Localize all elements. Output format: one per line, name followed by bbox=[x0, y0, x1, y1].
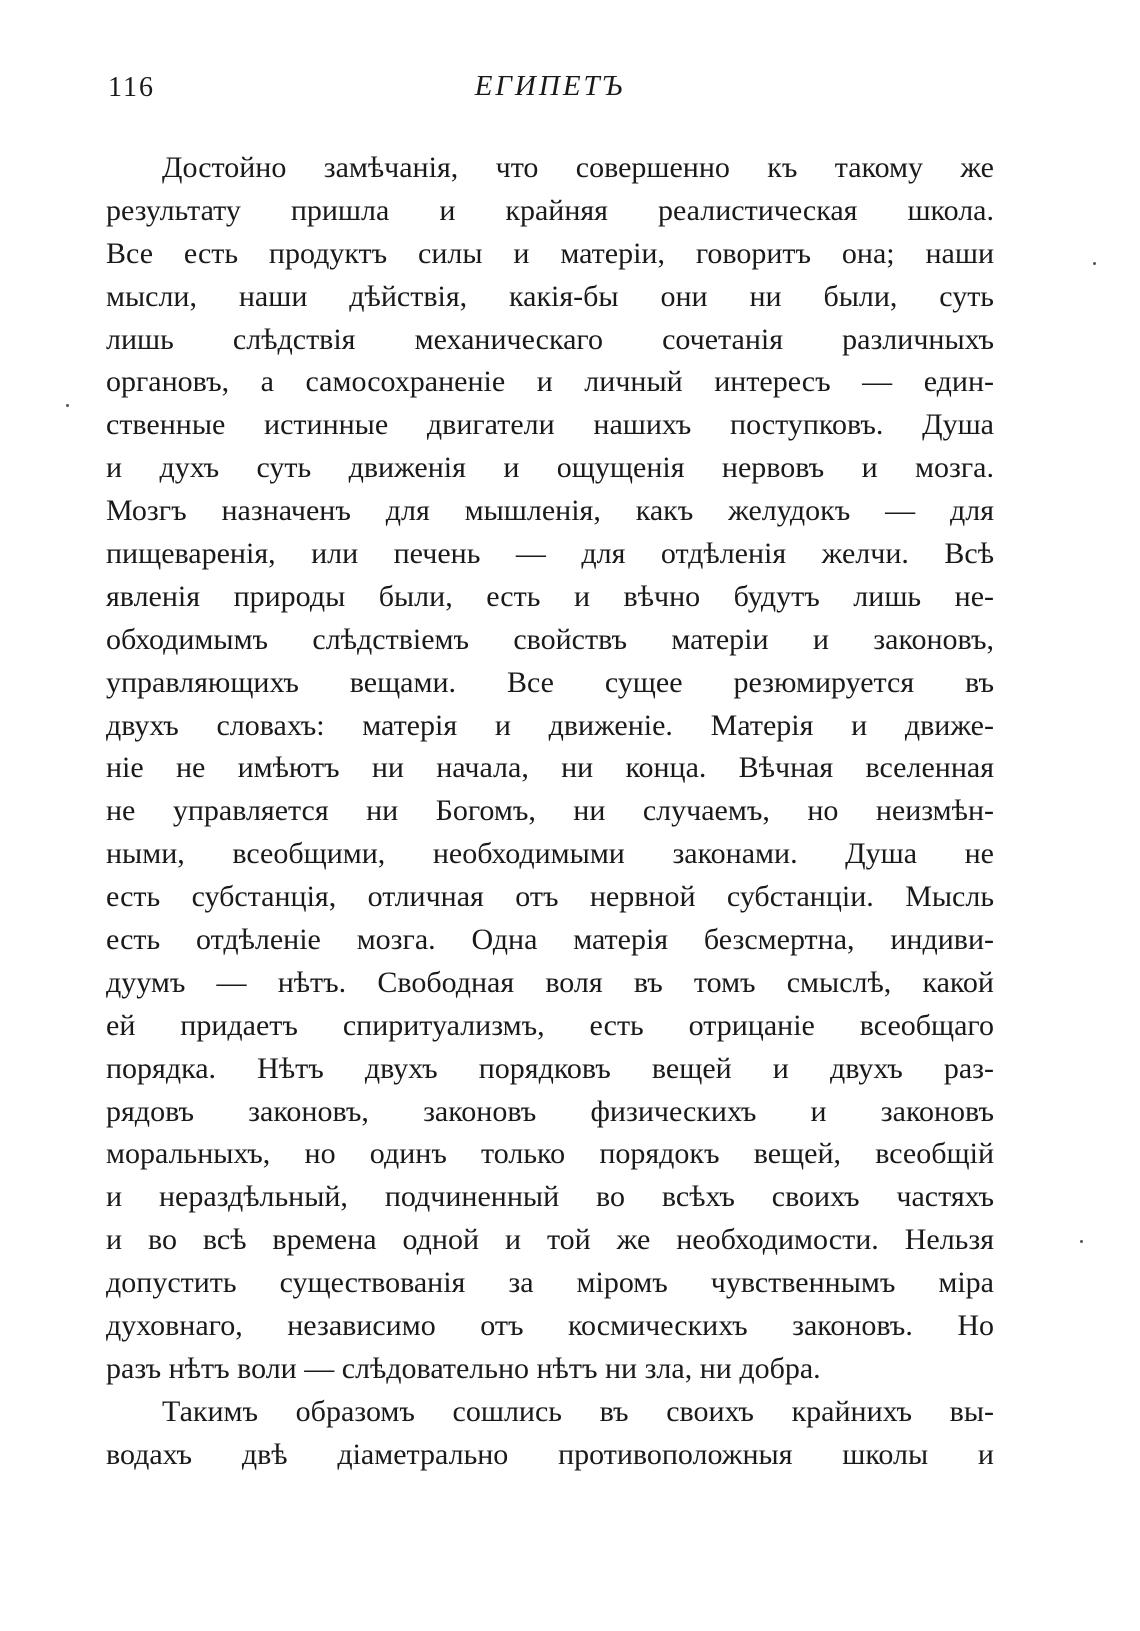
text-line: ей придаетъ спиритуализмъ, есть отрицаніе всеобщаго bbox=[106, 1008, 994, 1042]
text-line: явленія природы были, есть и вѣчно будутъ лишь не- bbox=[106, 579, 994, 613]
text-line: ными, всеобщими, необходимыми законами. Душа не bbox=[106, 837, 994, 871]
text-line: Мозгъ назначенъ для мышленія, какъ желудокъ — для bbox=[106, 494, 994, 528]
text-line: органовъ, а самосохраненіе и личный интересъ — един- bbox=[106, 365, 994, 399]
text-line: моральныхъ, но одинъ только порядокъ вещей, всеобщій bbox=[106, 1137, 994, 1171]
scan-speck bbox=[1093, 262, 1096, 265]
text-line: есть отдѣленіе мозга. Одна матерія безсмертна, индиви- bbox=[106, 923, 994, 957]
text-line: двухъ словахъ: матерія и движеніе. Матерія и движе- bbox=[106, 708, 994, 742]
scan-speck bbox=[66, 404, 69, 407]
running-title: ЕГИПЕТЪ bbox=[474, 70, 626, 102]
text-line: духовнаго, независимо отъ космическихъ законовъ. Но bbox=[106, 1309, 994, 1343]
text-line: обходимымъ слѣдствіемъ свойствъ матеріи и законовъ, bbox=[106, 622, 994, 656]
text-line: порядка. Нѣтъ двухъ порядковъ вещей и двухъ раз- bbox=[106, 1051, 994, 1085]
text-line: ніе не имѣютъ ни начала, ни конца. Вѣчная вселенная bbox=[106, 751, 994, 785]
text-line: не управляется ни Богомъ, ни случаемъ, но неизмѣн- bbox=[106, 794, 994, 828]
text-line: разъ нѣтъ воли — слѣдовательно нѣтъ ни зла, ни добра. bbox=[106, 1351, 821, 1385]
text-line: пищеваренія, или печень — для отдѣленія желчи. Всѣ bbox=[106, 537, 994, 571]
text-line: водахъ двѣ діаметрально противоположныя школы и bbox=[106, 1437, 994, 1471]
text-line: Достойно замѣчанія, что совершенно къ такому же bbox=[162, 151, 994, 184]
text-line: ственные истинные двигатели нашихъ поступковъ. Душа bbox=[106, 408, 994, 442]
text-line: результату пришла и крайняя реалистическая школа. bbox=[106, 193, 994, 227]
text-line: дуумъ — нѣтъ. Свободная воля въ томъ смыслѣ, какой bbox=[106, 965, 994, 999]
text-line: лишь слѣдствія механическаго сочетанія различныхъ bbox=[106, 322, 994, 356]
text-line: допустить существованія за міромъ чувственнымъ міра bbox=[106, 1266, 994, 1300]
page-number: 116 bbox=[108, 72, 155, 103]
text-line: управляющихъ вещами. Все сущее резюмируется въ bbox=[106, 665, 994, 699]
body-text bbox=[106, 147, 994, 1477]
scan-speck bbox=[1080, 1240, 1083, 1243]
text-line: мысли, наши дѣйствія, какія-бы они ни были, суть bbox=[106, 279, 994, 313]
text-line: рядовъ законовъ, законовъ физическихъ и законовъ bbox=[106, 1094, 994, 1128]
text-line: есть субстанція, отличная отъ нервной субстанціи. Мысль bbox=[106, 880, 994, 914]
text-line: и духъ суть движенія и ощущенія нервовъ и мозга. bbox=[106, 451, 994, 485]
text-line: Все есть продуктъ силы и матеріи, говоритъ она; наши bbox=[106, 236, 994, 270]
text-line: Такимъ образомъ сошлись въ своихъ крайнихъ вы- bbox=[162, 1394, 994, 1428]
text-line: и во всѣ времена одной и той же необходимости. Нельзя bbox=[106, 1223, 994, 1257]
text-line: и нераздѣльный, подчиненный во всѣхъ своихъ частяхъ bbox=[106, 1180, 994, 1214]
